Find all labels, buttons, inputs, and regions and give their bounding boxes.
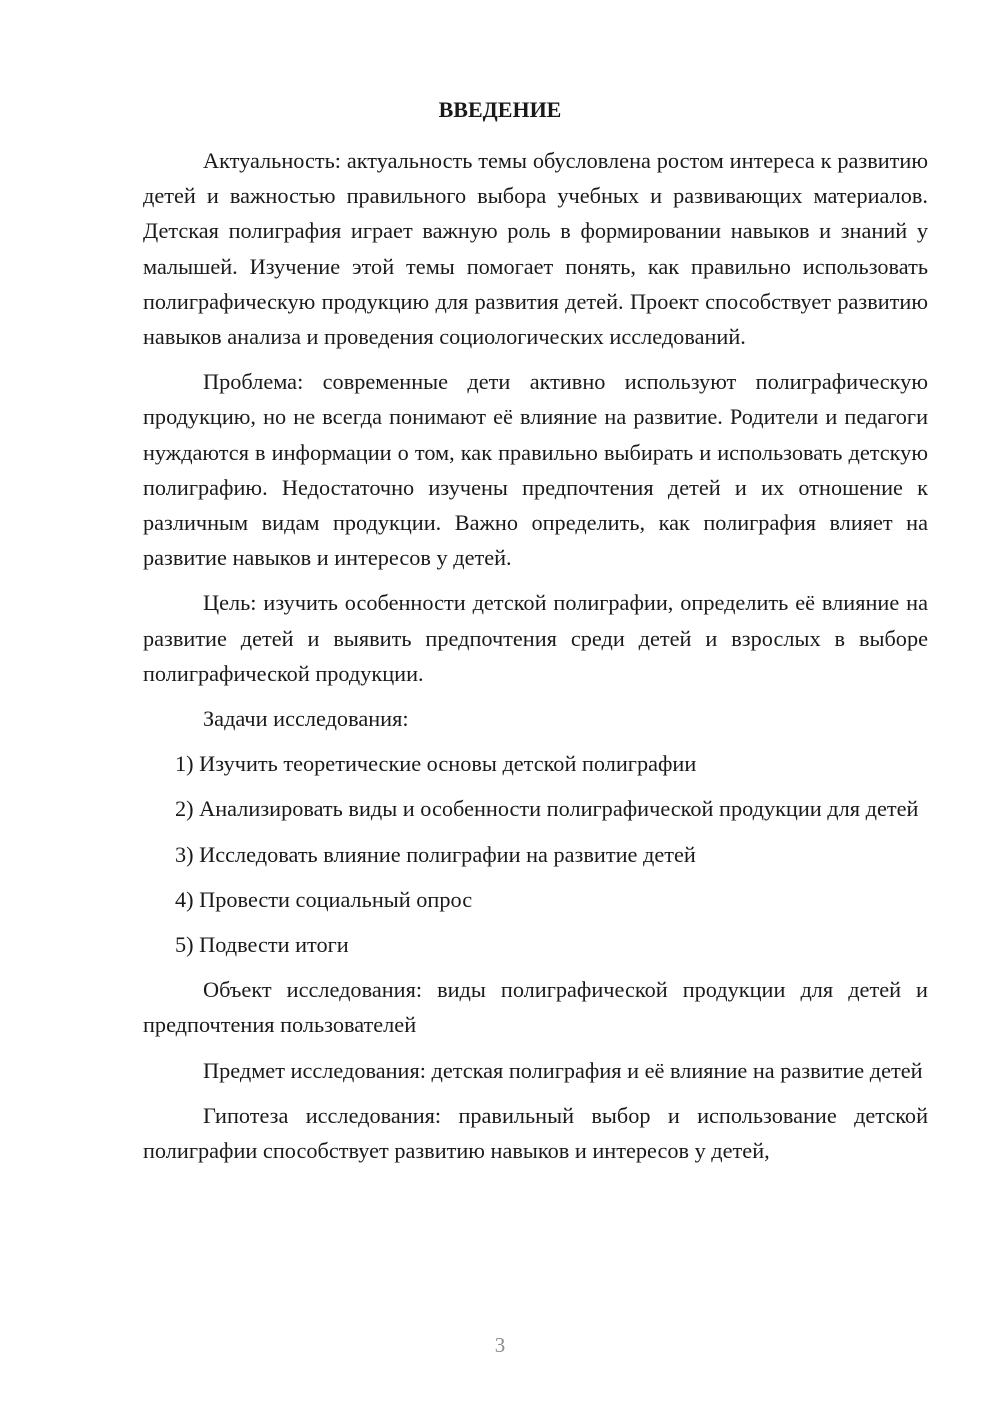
goal-paragraph: Цель: изучить особенности детской полиграфии, определить её влияние на развитие детей и выявить предпочтения среди детей и взрослых в выборе полиграфической продукции. xyxy=(143,590,928,686)
object-paragraph: Объект исследования: виды полиграфической продукции для детей и предпочтения пользователей xyxy=(143,977,928,1038)
list-item: 1) Изучить теоретические основы детской полиграфии xyxy=(175,751,697,777)
document-body xyxy=(143,143,928,1168)
list-item: 3) Исследовать влияние полиграфии на развитие детей xyxy=(175,841,696,867)
page-number: 3 xyxy=(494,1333,506,1357)
list-item: 2) Анализировать виды и особенности полиграфической продукции для детей xyxy=(175,796,919,822)
list-item: 4) Провести социальный опрос xyxy=(175,886,473,912)
problem-paragraph: Проблема: современные дети активно используют полиграфическую продукцию, но не всегда понимают её влияние на развитие. Родители и педагоги нуждаются в информации о том, как правильно выбирать и использовать детскую полиграфию. Недостаточно изучены предпочтения детей и их отношение к различным видам продукции. Важно определить, как полиграфия влияет на развитие навыков и интересов у детей. xyxy=(143,369,928,571)
list-item: 5) Подвести итоги xyxy=(175,932,349,958)
subject-paragraph: Предмет исследования: детская полиграфия и её влияние на развитие детей xyxy=(203,1057,923,1083)
hypothesis-paragraph: Гипотеза исследования: правильный выбор и использование детской полиграфии способствует развитию навыков и интересов у детей, xyxy=(143,1102,928,1164)
relevance-paragraph: Актуальность: актуальность темы обусловлена ростом интереса к развитию детей и важностью правильного выбора учебных и развивающих материалов. Детская полиграфия играет важную роль в формировании навыков и знаний у малышей. Изучение этой темы помогает понять, как правильно использовать полиграфическую продукцию для развития детей. Проект способствует развитию навыков анализа и проведения социологических исследований. xyxy=(143,148,928,350)
tasks-heading: Задачи исследования: xyxy=(203,706,409,732)
page-title: ВВЕДЕНИЕ xyxy=(438,97,562,122)
